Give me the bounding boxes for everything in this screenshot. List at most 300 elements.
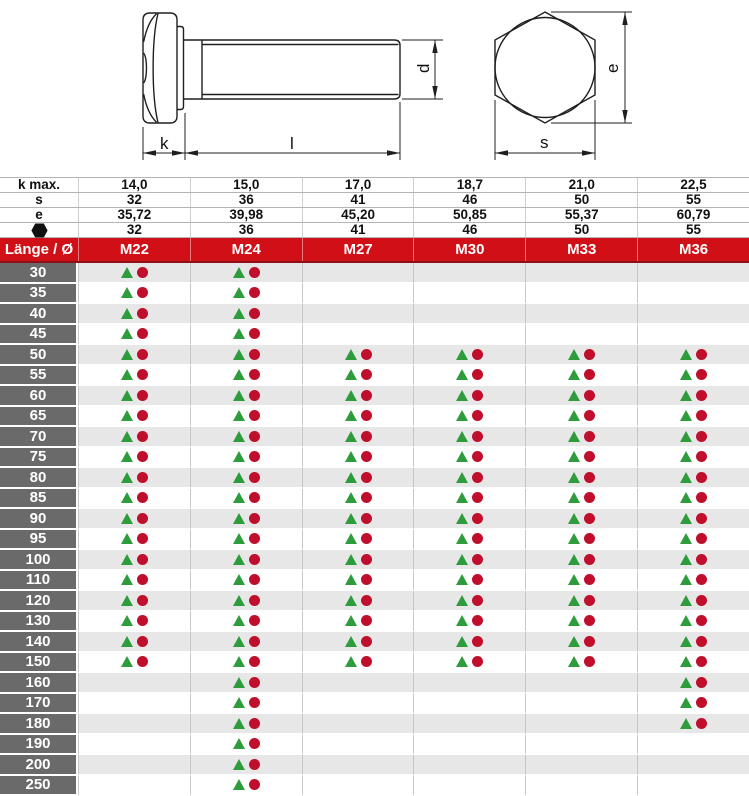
- availability-cell: [302, 735, 414, 756]
- triangle-marker-icon: [568, 554, 580, 565]
- row-length-label: 75: [0, 448, 76, 469]
- dim-label-d: d: [414, 63, 433, 73]
- availability-cell: [302, 612, 414, 633]
- triangle-marker-icon: [345, 431, 357, 442]
- circle-marker-icon: [696, 615, 707, 626]
- circle-marker-icon: [584, 554, 595, 565]
- length-diameter-header: Länge / Ø: [4, 241, 74, 258]
- circle-marker-icon: [696, 697, 707, 708]
- triangle-marker-icon: [456, 451, 468, 462]
- availability-cell: [413, 345, 525, 366]
- spec-row-label: [0, 223, 78, 237]
- availability-cell: [302, 530, 414, 551]
- circle-marker-icon: [696, 410, 707, 421]
- circle-marker-icon: [584, 533, 595, 544]
- circle-marker-icon: [249, 595, 260, 606]
- triangle-marker-icon: [345, 636, 357, 647]
- availability-cell: [190, 632, 302, 653]
- availability-cell: [190, 550, 302, 571]
- spec-value: 45,20: [302, 208, 414, 222]
- table-row: [0, 263, 749, 284]
- circle-marker-icon: [249, 369, 260, 380]
- triangle-marker-icon: [233, 697, 245, 708]
- spec-value: 17,0: [302, 178, 414, 192]
- spec-value: 32: [78, 223, 190, 237]
- triangle-marker-icon: [233, 779, 245, 790]
- triangle-marker-icon: [680, 554, 692, 565]
- availability-cell: [78, 653, 190, 674]
- triangle-marker-icon: [456, 636, 468, 647]
- availability-cell: [637, 653, 749, 674]
- availability-cell: [78, 263, 190, 284]
- spec-row: [0, 208, 749, 223]
- availability-cell: [78, 755, 190, 776]
- circle-marker-icon: [137, 267, 148, 278]
- availability-cell: [190, 673, 302, 694]
- circle-marker-icon: [249, 287, 260, 298]
- availability-cell: [190, 386, 302, 407]
- row-length-label: 60: [0, 386, 76, 407]
- triangle-marker-icon: [233, 308, 245, 319]
- spec-table: [0, 177, 749, 238]
- circle-marker-icon: [137, 554, 148, 565]
- availability-cell: [637, 407, 749, 428]
- circle-marker-icon: [472, 431, 483, 442]
- spec-value: 14,0: [78, 178, 190, 192]
- circle-marker-icon: [584, 431, 595, 442]
- availability-cell: [637, 489, 749, 510]
- availability-cell: [525, 694, 637, 715]
- circle-marker-icon: [696, 656, 707, 667]
- availability-cell: [525, 714, 637, 735]
- availability-cell: [190, 407, 302, 428]
- availability-cell: [525, 468, 637, 489]
- triangle-marker-icon: [121, 410, 133, 421]
- availability-cell: [78, 632, 190, 653]
- availability-cell: [78, 366, 190, 387]
- availability-cell: [302, 448, 414, 469]
- spec-value: 35,72: [78, 208, 190, 222]
- availability-cell: [413, 550, 525, 571]
- circle-marker-icon: [137, 472, 148, 483]
- availability-cell: [525, 386, 637, 407]
- availability-cell: [302, 550, 414, 571]
- availability-cell: [413, 612, 525, 633]
- availability-cell: [302, 427, 414, 448]
- triangle-marker-icon: [456, 431, 468, 442]
- availability-cell: [190, 530, 302, 551]
- circle-marker-icon: [361, 513, 372, 524]
- table-row: [0, 714, 749, 735]
- row-length-label: 35: [0, 284, 76, 305]
- circle-marker-icon: [361, 656, 372, 667]
- availability-cell: [302, 776, 414, 796]
- circle-marker-icon: [249, 718, 260, 729]
- availability-cell: [413, 571, 525, 592]
- spec-row-label: s: [35, 192, 43, 208]
- availability-grid: [0, 263, 749, 796]
- availability-cell: [637, 366, 749, 387]
- circle-marker-icon: [472, 369, 483, 380]
- triangle-marker-icon: [121, 492, 133, 503]
- availability-cell: [413, 386, 525, 407]
- circle-marker-icon: [249, 656, 260, 667]
- triangle-marker-icon: [121, 267, 133, 278]
- availability-cell: [637, 509, 749, 530]
- circle-marker-icon: [584, 595, 595, 606]
- availability-cell: [190, 755, 302, 776]
- spec-value: 46: [413, 193, 525, 207]
- spec-value: 21,0: [525, 178, 637, 192]
- availability-cell: [78, 612, 190, 633]
- spec-row: [0, 223, 749, 238]
- circle-marker-icon: [249, 328, 260, 339]
- table-row: [0, 673, 749, 694]
- triangle-marker-icon: [121, 574, 133, 585]
- availability-cell: [190, 591, 302, 612]
- triangle-marker-icon: [680, 677, 692, 688]
- circle-marker-icon: [361, 574, 372, 585]
- triangle-marker-icon: [680, 390, 692, 401]
- circle-marker-icon: [249, 738, 260, 749]
- circle-marker-icon: [584, 492, 595, 503]
- availability-cell: [190, 448, 302, 469]
- availability-cell: [302, 325, 414, 346]
- availability-cell: [302, 345, 414, 366]
- triangle-marker-icon: [233, 390, 245, 401]
- availability-cell: [190, 325, 302, 346]
- triangle-marker-icon: [680, 349, 692, 360]
- availability-cell: [413, 468, 525, 489]
- dim-label-s: s: [540, 133, 549, 152]
- bolt-head-lens: [144, 53, 147, 83]
- circle-marker-icon: [472, 615, 483, 626]
- table-row: [0, 612, 749, 633]
- availability-cell: [190, 776, 302, 796]
- row-length-label: 90: [0, 509, 76, 530]
- triangle-marker-icon: [456, 349, 468, 360]
- size-column-header: M24: [190, 238, 302, 261]
- availability-cell: [413, 509, 525, 530]
- row-length-label: 190: [0, 735, 76, 756]
- availability-cell: [413, 714, 525, 735]
- availability-cell: [190, 489, 302, 510]
- table-row: [0, 489, 749, 510]
- availability-cell: [413, 632, 525, 653]
- availability-cell: [302, 571, 414, 592]
- circle-marker-icon: [472, 636, 483, 647]
- triangle-marker-icon: [233, 718, 245, 729]
- triangle-marker-icon: [233, 472, 245, 483]
- circle-marker-icon: [472, 574, 483, 585]
- circle-marker-icon: [696, 369, 707, 380]
- availability-cell: [637, 714, 749, 735]
- availability-cell: [78, 550, 190, 571]
- circle-marker-icon: [696, 533, 707, 544]
- table-row: [0, 694, 749, 715]
- circle-marker-icon: [584, 513, 595, 524]
- availability-cell: [637, 571, 749, 592]
- circle-marker-icon: [472, 533, 483, 544]
- availability-cell: [190, 714, 302, 735]
- availability-cell: [637, 673, 749, 694]
- triangle-marker-icon: [233, 267, 245, 278]
- circle-marker-icon: [584, 390, 595, 401]
- circle-marker-icon: [249, 759, 260, 770]
- size-column-header: M30: [413, 238, 525, 261]
- availability-cell: [413, 776, 525, 796]
- triangle-marker-icon: [680, 472, 692, 483]
- circle-marker-icon: [472, 410, 483, 421]
- availability-cell: [525, 571, 637, 592]
- availability-cell: [302, 489, 414, 510]
- spec-value: 50: [525, 193, 637, 207]
- availability-cell: [525, 673, 637, 694]
- availability-cell: [78, 694, 190, 715]
- triangle-marker-icon: [680, 615, 692, 626]
- table-row: [0, 448, 749, 469]
- triangle-marker-icon: [568, 574, 580, 585]
- row-length-label: 110: [0, 571, 76, 592]
- triangle-marker-icon: [233, 328, 245, 339]
- triangle-marker-icon: [233, 410, 245, 421]
- availability-cell: [302, 386, 414, 407]
- availability-cell: [413, 448, 525, 469]
- table-row: [0, 427, 749, 448]
- circle-marker-icon: [361, 431, 372, 442]
- circle-marker-icon: [472, 349, 483, 360]
- circle-marker-icon: [472, 492, 483, 503]
- circle-marker-icon: [472, 595, 483, 606]
- table-row: [0, 325, 749, 346]
- hex-head-chamfer-circle: [495, 18, 595, 118]
- triangle-marker-icon: [233, 636, 245, 647]
- circle-marker-icon: [584, 369, 595, 380]
- triangle-marker-icon: [568, 615, 580, 626]
- availability-cell: [637, 325, 749, 346]
- table-row: [0, 407, 749, 428]
- circle-marker-icon: [472, 472, 483, 483]
- row-length-label: 30: [0, 263, 76, 284]
- row-length-label: 45: [0, 325, 76, 346]
- triangle-marker-icon: [121, 390, 133, 401]
- spec-value: 36: [190, 223, 302, 237]
- circle-marker-icon: [696, 431, 707, 442]
- availability-cell: [525, 284, 637, 305]
- availability-cell: [637, 632, 749, 653]
- triangle-marker-icon: [568, 472, 580, 483]
- availability-cell: [637, 591, 749, 612]
- triangle-marker-icon: [233, 533, 245, 544]
- availability-cell: [78, 386, 190, 407]
- circle-marker-icon: [361, 451, 372, 462]
- triangle-marker-icon: [680, 636, 692, 647]
- circle-marker-icon: [696, 677, 707, 688]
- triangle-marker-icon: [568, 410, 580, 421]
- circle-marker-icon: [696, 718, 707, 729]
- circle-marker-icon: [584, 472, 595, 483]
- availability-cell: [525, 755, 637, 776]
- circle-marker-icon: [249, 779, 260, 790]
- availability-cell: [525, 591, 637, 612]
- circle-marker-icon: [472, 451, 483, 462]
- dimension-arrows: [143, 12, 628, 156]
- triangle-marker-icon: [568, 513, 580, 524]
- availability-cell: [190, 427, 302, 448]
- availability-cell: [190, 304, 302, 325]
- circle-marker-icon: [137, 574, 148, 585]
- availability-cell: [413, 489, 525, 510]
- availability-cell: [78, 509, 190, 530]
- circle-marker-icon: [249, 267, 260, 278]
- triangle-marker-icon: [345, 554, 357, 565]
- circle-marker-icon: [696, 451, 707, 462]
- circle-marker-icon: [361, 369, 372, 380]
- availability-cell: [525, 509, 637, 530]
- availability-cell: [78, 735, 190, 756]
- circle-marker-icon: [696, 349, 707, 360]
- availability-cell: [302, 591, 414, 612]
- triangle-marker-icon: [680, 718, 692, 729]
- triangle-marker-icon: [568, 636, 580, 647]
- bolt-head-outline: [143, 13, 177, 123]
- availability-cell: [302, 755, 414, 776]
- triangle-marker-icon: [680, 513, 692, 524]
- availability-cell: [190, 694, 302, 715]
- circle-marker-icon: [137, 492, 148, 503]
- dim-label-l: l: [290, 134, 294, 153]
- availability-cell: [637, 755, 749, 776]
- availability-cell: [413, 530, 525, 551]
- table-row: [0, 632, 749, 653]
- availability-cell: [190, 653, 302, 674]
- size-column-header: M27: [302, 238, 414, 261]
- table-row: [0, 468, 749, 489]
- triangle-marker-icon: [345, 410, 357, 421]
- triangle-marker-icon: [345, 533, 357, 544]
- triangle-marker-icon: [680, 595, 692, 606]
- availability-cell: [302, 653, 414, 674]
- availability-cell: [78, 489, 190, 510]
- availability-cell: [78, 714, 190, 735]
- availability-cell: [190, 468, 302, 489]
- triangle-marker-icon: [456, 410, 468, 421]
- table-row: [0, 571, 749, 592]
- availability-cell: [525, 776, 637, 796]
- triangle-marker-icon: [456, 554, 468, 565]
- triangle-marker-icon: [345, 574, 357, 585]
- availability-cell: [525, 632, 637, 653]
- availability-cell: [413, 694, 525, 715]
- circle-marker-icon: [249, 554, 260, 565]
- availability-cell: [78, 530, 190, 551]
- triangle-marker-icon: [345, 390, 357, 401]
- triangle-marker-icon: [456, 595, 468, 606]
- triangle-marker-icon: [680, 656, 692, 667]
- triangle-marker-icon: [121, 595, 133, 606]
- triangle-marker-icon: [456, 369, 468, 380]
- spec-value: 41: [302, 223, 414, 237]
- spec-row: [0, 193, 749, 208]
- triangle-marker-icon: [233, 615, 245, 626]
- triangle-marker-icon: [121, 369, 133, 380]
- spec-value: 39,98: [190, 208, 302, 222]
- availability-cell: [637, 550, 749, 571]
- triangle-marker-icon: [680, 574, 692, 585]
- availability-cell: [525, 366, 637, 387]
- dim-label-e: e: [603, 63, 622, 73]
- circle-marker-icon: [137, 513, 148, 524]
- triangle-marker-icon: [568, 431, 580, 442]
- triangle-marker-icon: [345, 656, 357, 667]
- availability-cell: [525, 550, 637, 571]
- availability-cell: [413, 407, 525, 428]
- bolt-shank-outline: [184, 40, 401, 99]
- hex-head-front: [495, 12, 595, 123]
- spec-value: 60,79: [637, 208, 749, 222]
- spec-value: 55: [637, 223, 749, 237]
- circle-marker-icon: [696, 513, 707, 524]
- triangle-marker-icon: [121, 656, 133, 667]
- availability-cell: [78, 427, 190, 448]
- circle-marker-icon: [472, 513, 483, 524]
- table-row: [0, 653, 749, 674]
- circle-marker-icon: [696, 390, 707, 401]
- triangle-marker-icon: [233, 492, 245, 503]
- triangle-marker-icon: [456, 533, 468, 544]
- circle-marker-icon: [472, 554, 483, 565]
- triangle-marker-icon: [233, 759, 245, 770]
- triangle-marker-icon: [345, 595, 357, 606]
- triangle-marker-icon: [233, 656, 245, 667]
- availability-cell: [78, 448, 190, 469]
- spec-value: 18,7: [413, 178, 525, 192]
- triangle-marker-icon: [121, 472, 133, 483]
- circle-marker-icon: [137, 533, 148, 544]
- availability-cell: [78, 673, 190, 694]
- table-row: [0, 386, 749, 407]
- bolt-head-facet: [153, 14, 158, 123]
- table-row: [0, 550, 749, 571]
- availability-cell: [78, 776, 190, 796]
- row-length-label: 50: [0, 345, 76, 366]
- spec-value: 55: [637, 193, 749, 207]
- spec-row-label: e: [35, 207, 43, 223]
- circle-marker-icon: [137, 287, 148, 298]
- circle-marker-icon: [361, 492, 372, 503]
- triangle-marker-icon: [345, 492, 357, 503]
- triangle-marker-icon: [680, 451, 692, 462]
- row-length-label: 170: [0, 694, 76, 715]
- triangle-marker-icon: [233, 595, 245, 606]
- availability-cell: [637, 530, 749, 551]
- row-length-label: 130: [0, 612, 76, 633]
- circle-marker-icon: [361, 595, 372, 606]
- row-length-label: 120: [0, 591, 76, 612]
- table-row: [0, 776, 749, 796]
- availability-cell: [637, 776, 749, 796]
- triangle-marker-icon: [121, 533, 133, 544]
- availability-cell: [525, 345, 637, 366]
- circle-marker-icon: [249, 349, 260, 360]
- circle-marker-icon: [249, 451, 260, 462]
- row-length-label: 150: [0, 653, 76, 674]
- triangle-marker-icon: [568, 492, 580, 503]
- triangle-marker-icon: [568, 656, 580, 667]
- circle-marker-icon: [249, 472, 260, 483]
- circle-marker-icon: [696, 574, 707, 585]
- availability-cell: [413, 755, 525, 776]
